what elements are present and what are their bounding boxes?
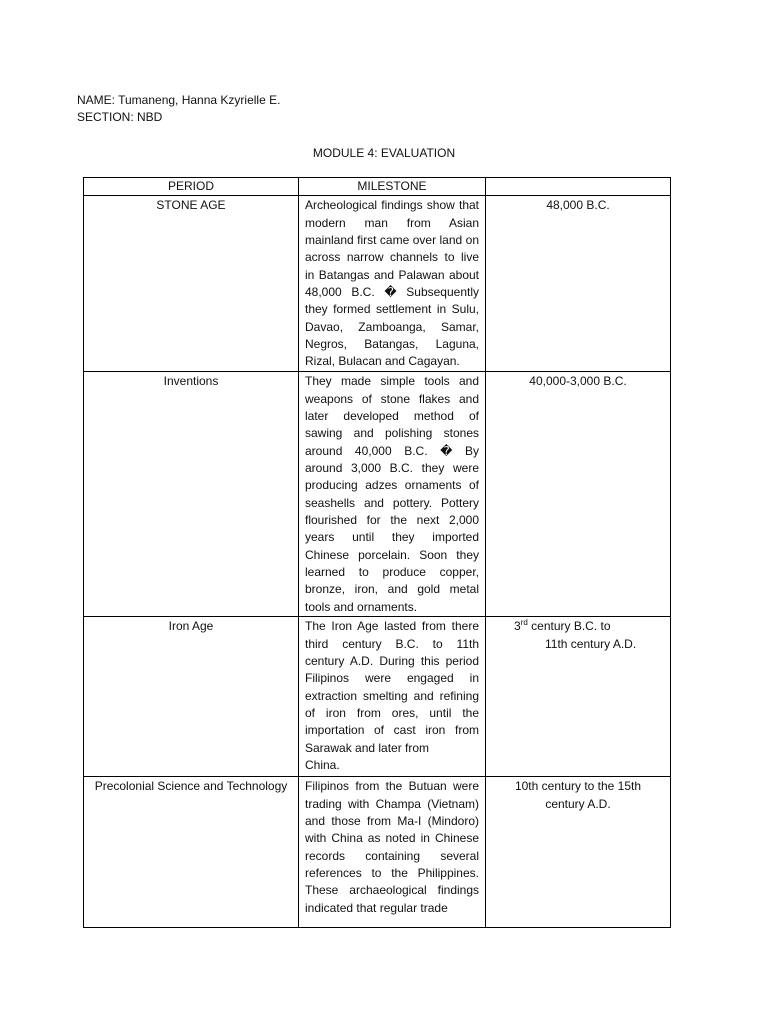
date-cell: 10th century to the 15th century A.D. [486, 777, 671, 928]
column-header-period: PERIOD [84, 178, 299, 196]
table-row [84, 617, 671, 777]
milestone-cell: Filipinos from the Butuan were trading with Champa (Vietnam) and those from Ma-I (Mindoro) with China as noted in Chinese records containing several references to the Philippines. These archaeological findings indicated that regular trade [299, 777, 486, 928]
date-cell: 40,000-3,000 B.C. [486, 372, 671, 617]
evaluation-table [83, 177, 671, 928]
period-cell: Precolonial Science and Technology [84, 777, 299, 928]
column-header-milestone: MILESTONE [299, 178, 486, 196]
period-cell: STONE AGE [84, 196, 299, 372]
section-line: SECTION: NBD [77, 110, 163, 124]
table-row [84, 196, 671, 372]
milestone-text: The Iron Age lasted from there third century B.C. to 11th century A.D. During this period Filipinos were engaged in extraction smelting and refining of iron from ores, until the importation of cast iron from Sarawak and later from [305, 619, 479, 755]
date-cell [486, 617, 671, 777]
period-cell: Inventions [84, 372, 299, 617]
table-row [84, 372, 671, 617]
milestone-cell: They made simple tools and weapons of stone flakes and later developed method of sawing and polishing stones around 40,000 B.C. � By around 3,000 B.C. they were producing adzes ornaments of seashells and pottery. Pottery flourished for the next 2,000 years until they imported Chinese porcelain. Soon they learned to produce copper, bronze, iron, and gold metal tools and ornaments. [299, 372, 486, 617]
period-cell: Iron Age [84, 617, 299, 777]
column-header-date [486, 178, 671, 196]
date-cell: 48,000 B.C. [486, 196, 671, 372]
date-number: 3 [514, 619, 521, 634]
milestone-cell: Archeological findings show that modern man from Asian mainland first came over land on across narrow channels to live in Batangas and Palawan about 48,000 B.C. � Subsequently they formed settlement in Sulu, Davao, Zamboanga, Samar, Negros, Batangas, Laguna, Rizal, Bulacan and Cagayan. [299, 196, 486, 372]
date-line-1 [492, 618, 664, 635]
date-line-2: 11th century A.D. [545, 636, 637, 651]
date-ordinal: rd [520, 618, 528, 628]
date-rest: century B.C. to [527, 619, 611, 634]
student-name-line: NAME: Tumaneng, Hanna Kzyrielle E. [77, 93, 281, 107]
table-row [84, 777, 671, 928]
module-title: MODULE 4: EVALUATION [312, 146, 456, 160]
milestone-text-tail: China. [305, 757, 340, 772]
table-header-row [84, 178, 671, 196]
milestone-cell [299, 617, 486, 777]
